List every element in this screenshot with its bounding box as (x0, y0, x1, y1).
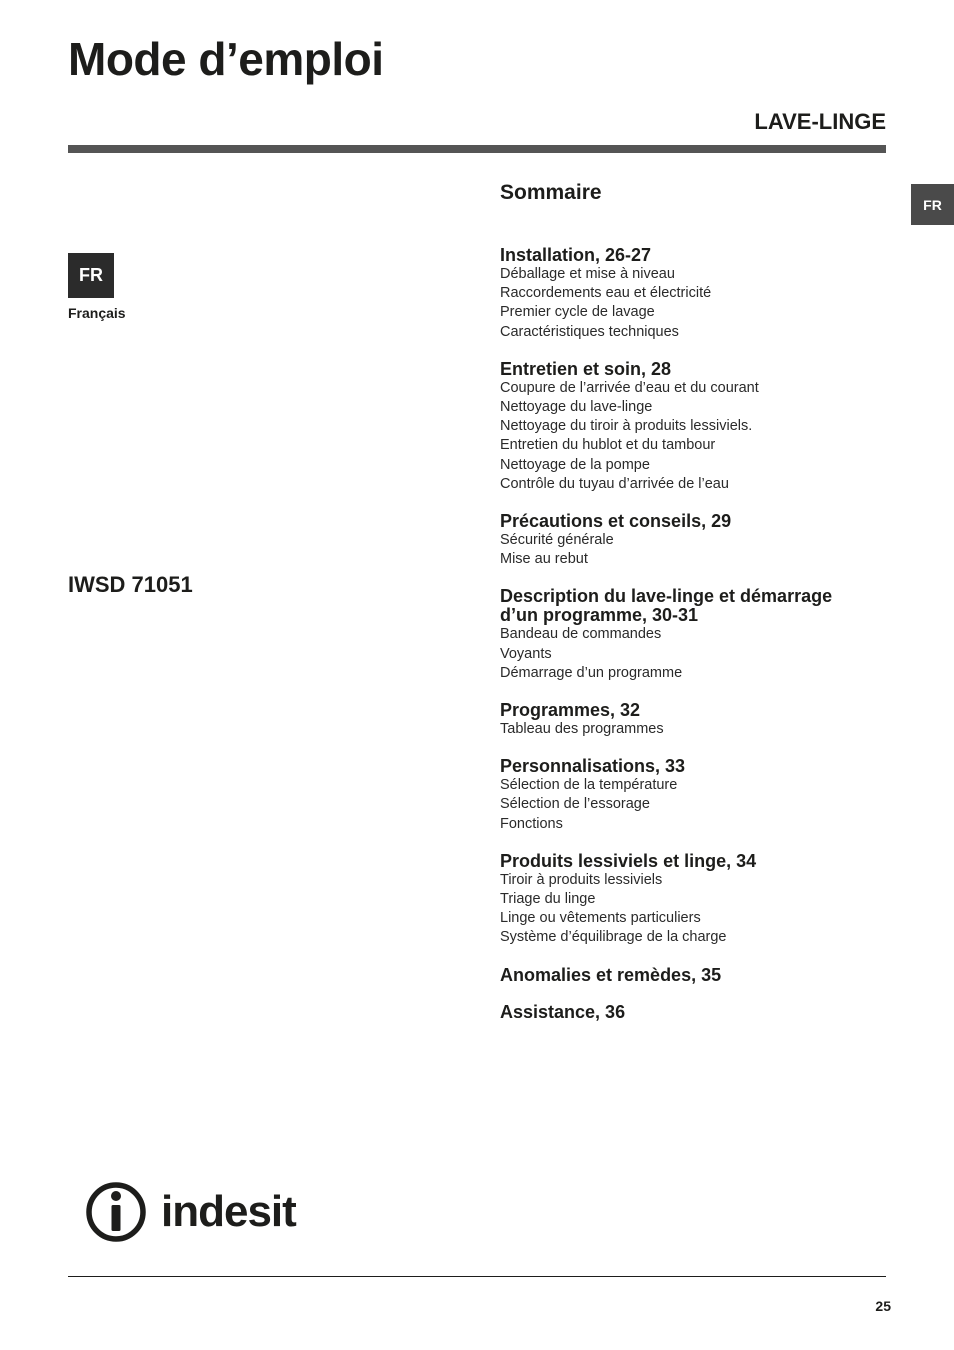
header-rule (68, 145, 886, 153)
product-type: LAVE-LINGE (754, 109, 886, 134)
table-of-contents (500, 180, 890, 1040)
toc-item: Nettoyage de la pompe (500, 456, 650, 473)
toc-section-title: Anomalies et remèdes, 35 (500, 964, 722, 985)
toc-item: Nettoyage du tiroir à produits lessiviels. (500, 418, 753, 435)
toc-item: Tiroir à produits lessiviels (500, 871, 663, 888)
toc-item: Fonctions (500, 815, 563, 832)
toc-item: Contrôle du tuyau d’arrivée de l’eau (500, 475, 729, 492)
brand-wordmark: indesit (161, 1187, 296, 1236)
toc-item: Sélection de la température (500, 777, 678, 794)
language-name: Français (68, 305, 126, 321)
toc-section-title: Installation, 26-27 (500, 245, 652, 265)
model-number: IWSD 71051 (68, 572, 193, 597)
toc-item: Premier cycle de lavage (500, 304, 655, 321)
toc-section-title: Précautions et conseils, 29 (500, 511, 732, 532)
toc-section-title: d’un programme, 30-31 (500, 605, 699, 626)
page-title: Mode d’emploi (68, 33, 384, 85)
language-side-tab: FR (911, 184, 954, 225)
toc-item: Voyants (500, 645, 552, 662)
toc-item: Bandeau de commandes (500, 626, 662, 643)
toc-item: Coupure de l’arrivée d’eau et du courant (500, 379, 759, 396)
toc-section-title: Description du lave-linge et démarrage (500, 586, 833, 607)
toc-item: Entretien du hublot et du tambour (500, 437, 716, 454)
toc-section (500, 1003, 890, 1022)
indesit-i-icon (85, 1181, 149, 1243)
toc-item: Raccordements eau et électricité (500, 285, 712, 302)
toc-section-title: Produits lessiviels et linge, 34 (500, 850, 757, 871)
footer-rule (68, 1276, 886, 1277)
toc-section (500, 587, 890, 683)
toc-section-title: Programmes, 32 (500, 700, 641, 721)
toc-item: Démarrage d’un programme (500, 664, 683, 681)
toc-item: Tableau des programmes (500, 721, 664, 738)
toc-section (500, 966, 890, 985)
page-number: 25 (875, 1298, 891, 1314)
toc-item: Mise au rebut (500, 551, 588, 568)
toc-section-title: Personnalisations, 33 (500, 756, 686, 777)
toc-heading: Sommaire (500, 181, 602, 204)
toc-item: Déballage et mise à niveau (500, 266, 675, 282)
toc-section (500, 757, 890, 834)
toc-item: Nettoyage du lave-linge (500, 399, 653, 416)
language-badge: FR (68, 253, 114, 298)
toc-item: Caractéristiques techniques (500, 323, 679, 340)
toc-section-title: Assistance, 36 (500, 1001, 626, 1022)
toc-section (500, 360, 890, 494)
toc-section-title: Entretien et soin, 28 (500, 358, 672, 379)
toc-item: Sélection de l’essorage (500, 796, 650, 813)
brand-logo (85, 1180, 325, 1244)
toc-item: Sécurité générale (500, 532, 614, 549)
toc-section (500, 512, 890, 569)
toc-item: Triage du linge (500, 891, 596, 908)
toc-section (500, 246, 890, 342)
toc-item: Linge ou vêtements particuliers (500, 910, 701, 927)
toc-section (500, 852, 890, 948)
toc-section (500, 701, 890, 739)
toc-item: Système d’équilibrage de la charge (500, 929, 727, 946)
